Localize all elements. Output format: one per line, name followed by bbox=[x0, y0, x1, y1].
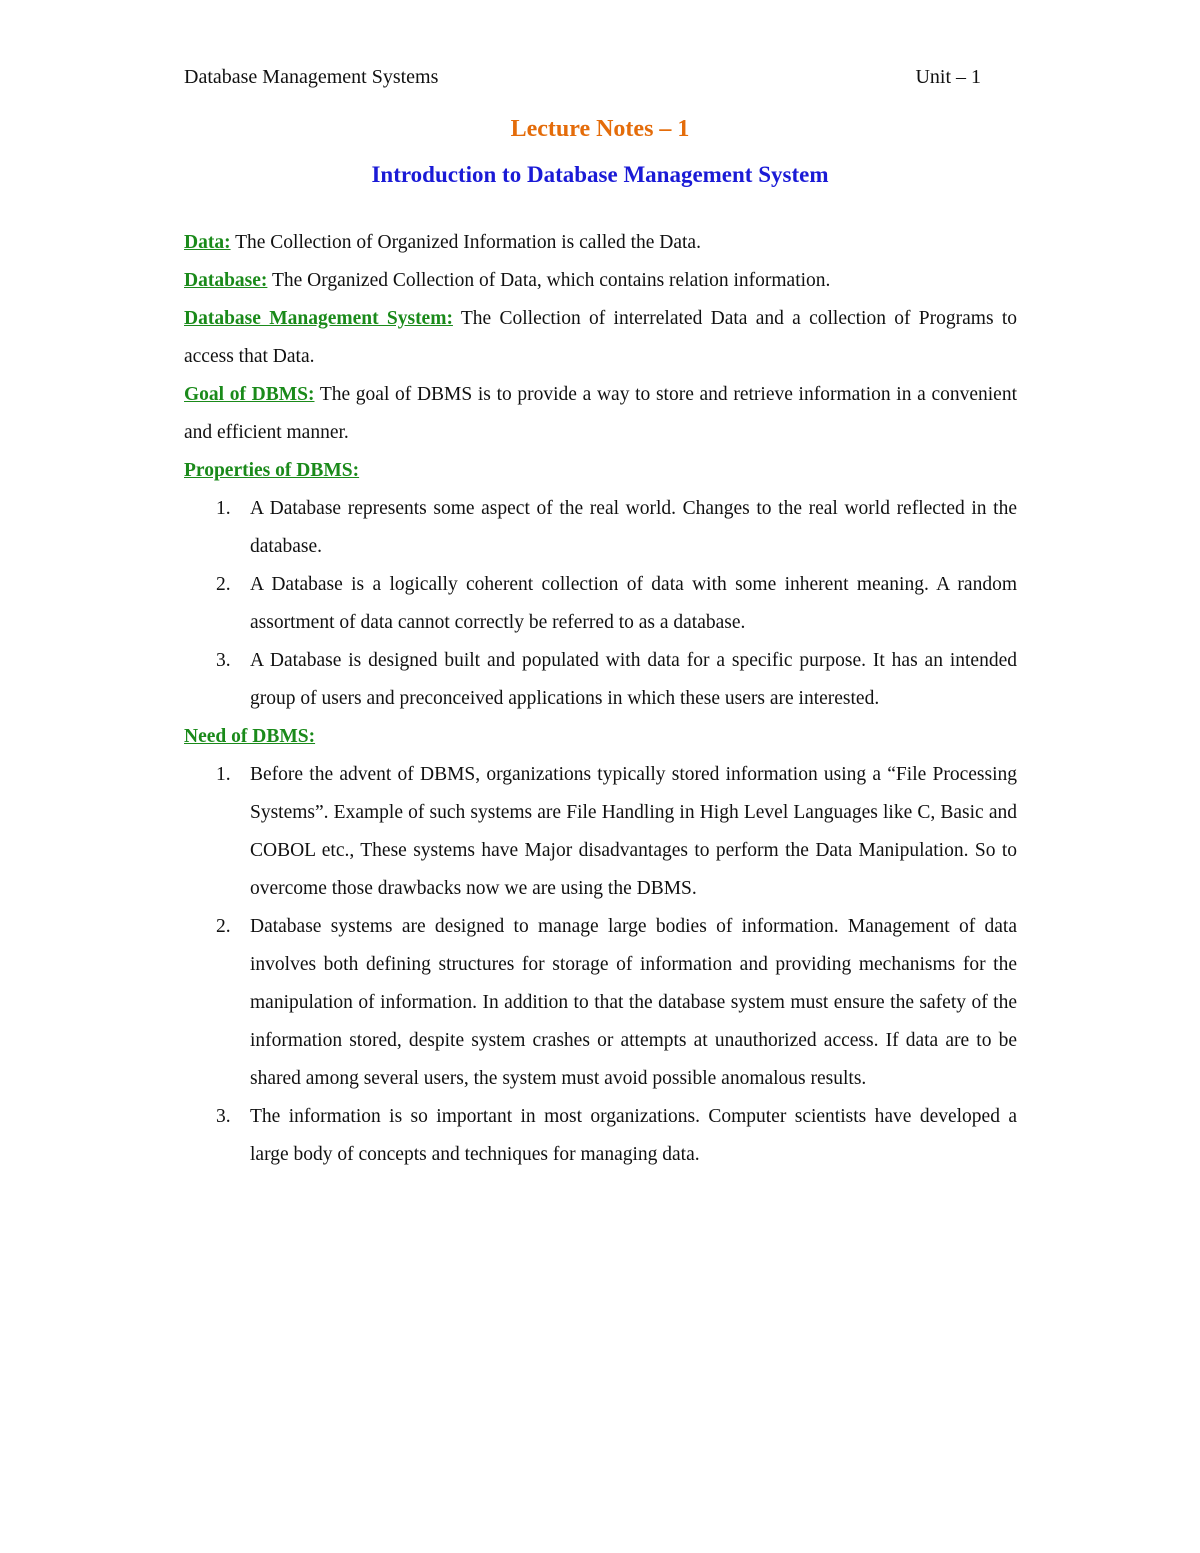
list-item-text: Before the advent of DBMS, organizations typically stored information using a “File Processing Systems”. Example of such systems are File Handling in High Level Languages like C, Basic and COBOL etc., These systems have Major disadvantages to perform the Data Manipulation. So to overcome those drawbacks now we are using the DBMS. bbox=[250, 764, 1017, 899]
definition-dbms bbox=[184, 300, 1017, 376]
list-number: 1. bbox=[216, 498, 231, 519]
definition-text: The Organized Collection of Data, which contains relation information. bbox=[267, 270, 831, 291]
section-heading: Need of DBMS: bbox=[184, 726, 316, 747]
list-item bbox=[184, 908, 1017, 1098]
need-heading bbox=[184, 718, 1017, 756]
section-heading: Properties of DBMS: bbox=[184, 460, 360, 481]
page-header bbox=[184, 66, 981, 94]
list-item bbox=[184, 566, 1017, 642]
list-item-text: A Database is designed built and populated with data for a specific purpose. It has an intended group of users and preconceived applications in which these users are interested. bbox=[250, 650, 1017, 709]
list-item bbox=[184, 490, 1017, 566]
list-number: 2. bbox=[216, 916, 231, 937]
document-body bbox=[184, 224, 1017, 1174]
lecture-title: Lecture Notes – 1 bbox=[510, 116, 690, 142]
header-unit: Unit – 1 bbox=[915, 66, 981, 88]
list-number: 3. bbox=[216, 1106, 231, 1127]
list-number: 1. bbox=[216, 764, 231, 785]
definition-text: The goal of DBMS is to provide a way to store and retrieve information in a convenient and efficient manner. bbox=[184, 384, 1017, 443]
need-list bbox=[184, 756, 1017, 1174]
definition-term: Goal of DBMS: bbox=[184, 384, 315, 405]
list-item-text: A Database represents some aspect of the real world. Changes to the real world reflected in the database. bbox=[250, 498, 1017, 557]
header-course-title: Database Management Systems bbox=[184, 66, 439, 88]
lecture-subtitle: Introduction to Database Management System bbox=[371, 162, 829, 187]
definition-data bbox=[184, 224, 1017, 262]
list-item-text: A Database is a logically coherent collection of data with some inherent meaning. A random assortment of data cannot correctly be referred to as a database. bbox=[250, 574, 1017, 633]
list-item bbox=[184, 642, 1017, 718]
definition-database bbox=[184, 262, 1017, 300]
list-item-text: The information is so important in most organizations. Computer scientists have developed a large body of concepts and techniques for managing data. bbox=[250, 1106, 1017, 1165]
definition-term: Data: bbox=[184, 232, 231, 253]
definition-term: Database: bbox=[184, 270, 268, 291]
definition-text: The Collection of Organized Information is called the Data. bbox=[230, 232, 701, 253]
definition-text: The Collection of interrelated Data and a collection of Programs to access that Data. bbox=[184, 308, 1017, 367]
list-number: 3. bbox=[216, 650, 231, 671]
list-item-text: Database systems are designed to manage large bodies of information. Management of data involves both defining structures for storage of information and providing mechanisms for the manipulation of information. In addition to that the database system must ensure the safety of the information stored, despite system crashes or attempts at unauthorized access. If data are to be shared among several users, the system must avoid possible anomalous results. bbox=[250, 916, 1017, 1089]
properties-heading bbox=[184, 452, 1017, 490]
list-item bbox=[184, 756, 1017, 908]
list-item bbox=[184, 1098, 1017, 1174]
properties-list bbox=[184, 490, 1017, 718]
list-number: 2. bbox=[216, 574, 231, 595]
definition-goal bbox=[184, 376, 1017, 452]
definition-term: Database Management System: bbox=[184, 308, 453, 329]
